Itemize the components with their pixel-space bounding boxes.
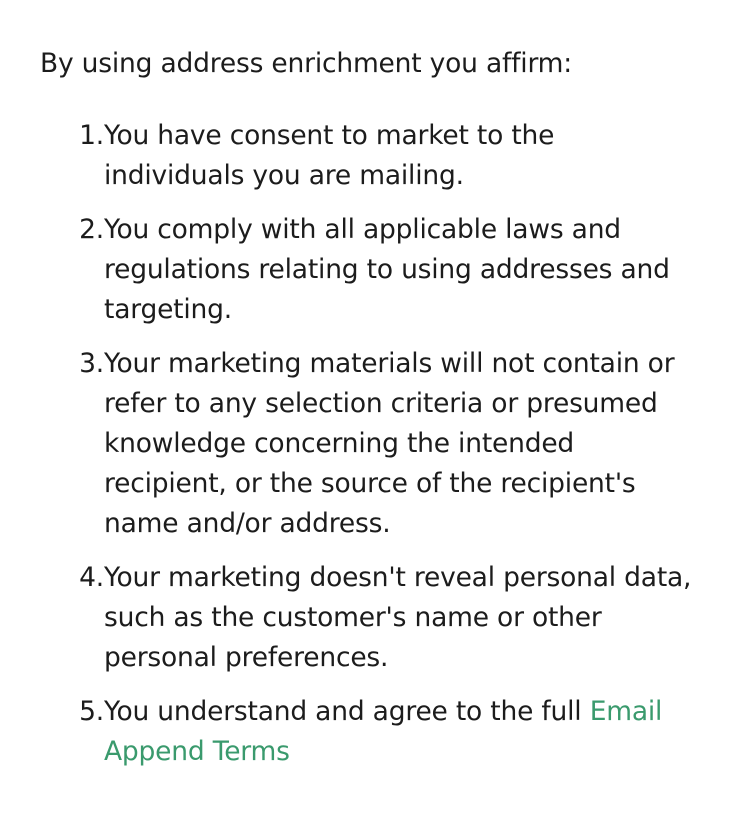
list-item-number — [40, 692, 104, 772]
list-item-text: Your marketing materials will not contain or refer to any selection criteria or presumed knowledge concerning the intended recipient, or the source of the recipient's name and/or address. — [104, 348, 675, 539]
list-item-text — [104, 692, 702, 772]
list-item-text: You have consent to market to the individuals you are mailing. — [104, 120, 555, 191]
list-item — [40, 692, 702, 772]
list-item-number — [40, 558, 104, 678]
affirmation-list — [40, 116, 702, 772]
list-item — [40, 558, 702, 678]
intro-text: By using address enrichment you affirm: — [40, 48, 573, 79]
list-item-text-prefix: You understand and agree to the full — [104, 696, 590, 727]
list-item-number-text: 4. — [79, 562, 104, 593]
list-item-number — [40, 210, 104, 330]
list-item-text: You comply with all applicable laws and regulations relating to using addresses and targeting. — [104, 214, 670, 325]
list-item-text: Your marketing doesn't reveal personal data, such as the customer's name or other personal preferences. — [104, 562, 692, 673]
list-item — [40, 116, 702, 196]
list-item-number-text: 5. — [79, 696, 104, 727]
list-item-number-text: 1. — [79, 120, 104, 151]
list-item — [40, 210, 702, 330]
email-append-terms-link[interactable]: Email Append Terms — [104, 696, 663, 767]
list-item-number-text: 2. — [79, 214, 104, 245]
list-item-number-text: 3. — [79, 348, 104, 379]
list-item-number — [40, 344, 104, 544]
list-item-number — [40, 116, 104, 196]
list-item — [40, 344, 702, 544]
